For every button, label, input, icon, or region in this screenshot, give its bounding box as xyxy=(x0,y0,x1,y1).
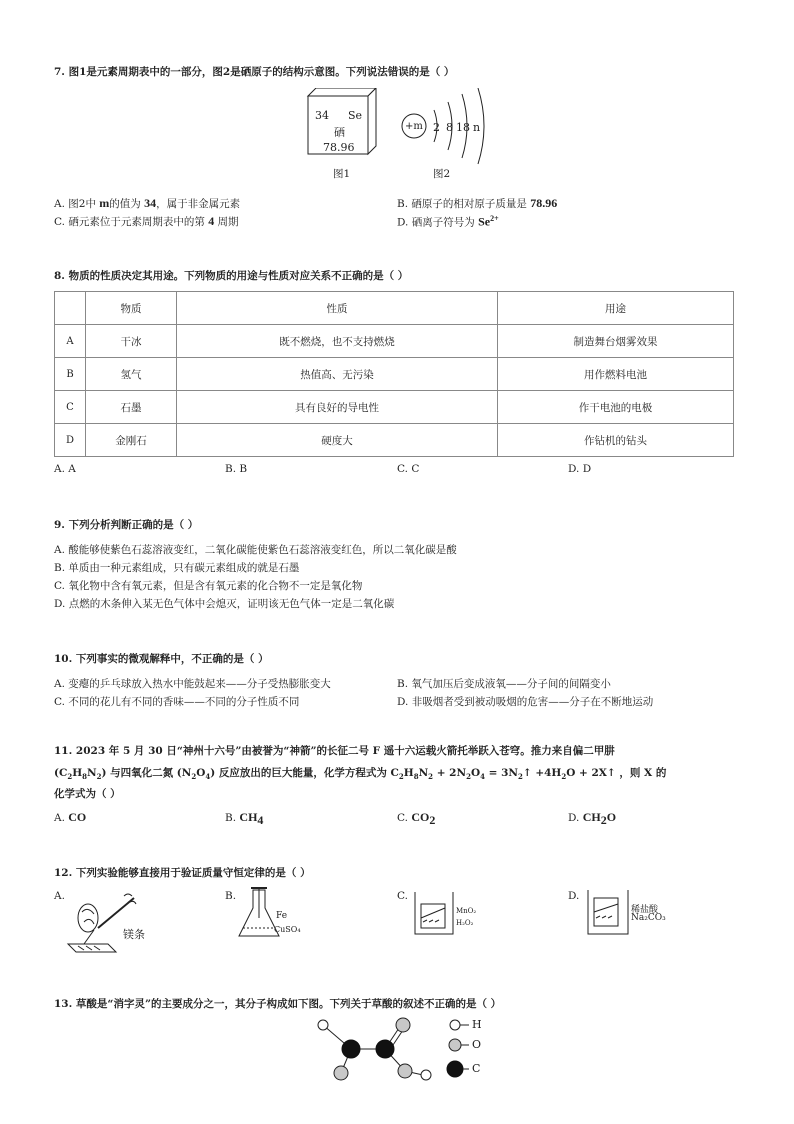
q13-stem: 13. 草酸是“消字灵”的主要成分之一，其分子构成如下图。下列关于草酸的叙述不正确的是（ ） xyxy=(54,998,502,1010)
q12-option-c-label[interactable]: C. xyxy=(397,890,408,902)
q12-stem: 12. 下列实验能够直接用于验证质量守恒定律的是（ ） xyxy=(54,867,311,879)
legend-hydrogen-icon xyxy=(450,1020,460,1030)
mno2-label: MnO₂ xyxy=(456,907,477,915)
q7-option-c[interactable]: C. 硒元素位于元素周期表中的第 4 周期 xyxy=(54,214,239,228)
q7-stem: 7. 图1是元素周期表中的一部分，图2是硒原子的结构示意图。下列说法错误的是（ ） xyxy=(54,66,455,78)
q9-option-c[interactable]: C. 氧化物中含有氧元素，但是含有氧元素的化合物不一定是氧化物 xyxy=(54,580,363,592)
header-cell: 用途 xyxy=(498,292,734,325)
q9-option-d[interactable]: D. 点燃的木条伸入某无色气体中会熄灭，证明该无色气体一定是二氧化碳 xyxy=(54,598,395,610)
q8-option-a[interactable]: A. A xyxy=(54,463,76,475)
q10-option-d[interactable]: D. 非吸烟者受到被动吸烟的危害——分子在不断地运动 xyxy=(397,696,654,708)
q10-option-c[interactable]: C. 不同的花儿有不同的香味——不同的分子性质不同 xyxy=(54,696,300,708)
beaker-acid-icon xyxy=(586,886,632,938)
fe-label: Fe xyxy=(276,911,288,921)
hydrogen-atom xyxy=(318,1020,328,1030)
table-row xyxy=(55,424,734,457)
q10-stem: 10. 下列事实的微观解释中，不正确的是（ ） xyxy=(54,653,269,665)
table-row xyxy=(55,358,734,391)
table-cell: 作干电池的电极 xyxy=(498,391,734,424)
legend-carbon-icon xyxy=(447,1061,463,1077)
q9-option-b[interactable]: B. 单质由一种元素组成，只有碳元素组成的就是石墨 xyxy=(54,562,300,574)
q7-figures xyxy=(300,88,500,183)
magnesium-burning-icon xyxy=(64,888,174,958)
q11-line1: 11. 2023 年 5 月 30 日“神州十六号”由被誉为“神箭”的长征二号 F 遥十六运载火箭托举跃入苍穹。推力来自偏二甲肼 xyxy=(54,745,615,757)
table-cell: 干冰 xyxy=(86,325,177,358)
element-number: 34 xyxy=(315,109,329,122)
shell-2: 8 xyxy=(446,121,453,134)
q12-option-b-label[interactable]: B. xyxy=(225,890,237,902)
carbon-atom xyxy=(342,1040,360,1058)
shell-1: 2 xyxy=(433,121,440,134)
header-cell: 性质 xyxy=(177,292,498,325)
q10-option-b[interactable]: B. 氧气加压后变成液氧——分子间的间隔变小 xyxy=(397,678,611,690)
na2co3-label: Na₂CO₃ xyxy=(631,913,666,923)
table-row xyxy=(55,325,734,358)
oxygen-atom xyxy=(334,1066,348,1080)
q11-option-a[interactable]: A. CO xyxy=(54,810,87,824)
legend-oxygen-icon xyxy=(449,1039,461,1051)
hydrochloric-acid-label: 稀盐酸 xyxy=(631,905,659,915)
legend-o-label: O xyxy=(472,1038,482,1051)
carbon-atom xyxy=(376,1040,394,1058)
q9-option-a[interactable]: A. 酸能够使紫色石蕊溶液变红，二氧化碳能使紫色石蕊溶液变红色，所以二氧化碳是酸 xyxy=(54,544,457,556)
table-cell: 既不燃烧，也不支持燃烧 xyxy=(177,325,498,358)
table-cell: 制造舞台烟雾效果 xyxy=(498,325,734,358)
table-cell: B xyxy=(55,358,86,391)
element-mass: 78.96 xyxy=(323,141,355,154)
q11-line2: $(C_2H_8N_2)$ 与四氧化二氮 $(N_2O_4)$ 反应放出的巨大能量，化学方程式为 $C_2H_8N_2 + 2N_2O_4$ = $3N_2↑ +4H_2O$ + 2X↑ ，则 X 的 xyxy=(54,767,667,782)
q11-option-c[interactable]: C. $CO_2$ xyxy=(397,810,436,828)
element-name: 硒 xyxy=(334,126,345,139)
q12-option-a-label[interactable]: A. xyxy=(54,890,65,902)
q10-option-a[interactable]: A. 变瘪的乒乓球放入热水中能鼓起来——分子受热膨胀变大 xyxy=(54,678,331,690)
shell-3: 18 xyxy=(456,121,470,134)
legend-h-label: H xyxy=(472,1018,482,1031)
cuso4-label: CuSO₄ xyxy=(274,925,301,934)
q7-option-d[interactable]: D. 硒离子符号为 $Se^{2+}$ xyxy=(397,214,499,229)
oxygen-atom xyxy=(396,1018,410,1032)
fig2-caption: 图2 xyxy=(433,168,451,180)
q9-stem: 9. 下列分析判断正确的是（ ） xyxy=(54,519,199,531)
h2o2-label: H₂O₂ xyxy=(456,919,474,927)
table-cell: 石墨 xyxy=(86,391,177,424)
q8-option-c[interactable]: C. C xyxy=(397,463,420,475)
q11-option-d[interactable]: D. $CH_2O$ xyxy=(568,810,617,828)
fig1-caption: 图1 xyxy=(333,168,351,180)
header-cell: 物质 xyxy=(86,292,177,325)
table-cell: 热值高、无污染 xyxy=(177,358,498,391)
table-cell: C xyxy=(55,391,86,424)
table-cell: 氢气 xyxy=(86,358,177,391)
q8-stem: 8. 物质的性质决定其用途。下列物质的用途与性质对应关系不正确的是（ ） xyxy=(54,270,409,282)
beaker-icon xyxy=(413,888,455,938)
shell-4: n xyxy=(473,121,481,134)
legend-c-label: C xyxy=(472,1062,481,1075)
properties-table xyxy=(54,291,734,457)
table-cell: A xyxy=(55,325,86,358)
q11-line3: 化学式为（ ） xyxy=(54,788,121,800)
table-cell: D xyxy=(55,424,86,457)
q7-option-a[interactable]: A. 图2中 m的值为 34，属于非金属元素 xyxy=(54,196,241,210)
table-row xyxy=(55,391,734,424)
header-cell xyxy=(55,292,86,325)
oxygen-atom xyxy=(398,1064,412,1078)
table-cell: 用作燃料电池 xyxy=(498,358,734,391)
q7-option-b[interactable]: B. 硒原子的相对原子质量是 78.96 xyxy=(397,196,558,210)
magnesium-label: 镁条 xyxy=(123,928,145,941)
table-cell: 作钻机的钻头 xyxy=(498,424,734,457)
table-cell: 金刚石 xyxy=(86,424,177,457)
q12-option-d-label[interactable]: D. xyxy=(568,890,580,902)
table-cell: 具有良好的导电性 xyxy=(177,391,498,424)
table-cell: 硬度大 xyxy=(177,424,498,457)
q8-option-d[interactable]: D. D xyxy=(568,463,592,475)
q8-option-b[interactable]: B. B xyxy=(225,463,248,475)
element-symbol: Se xyxy=(348,109,363,122)
hydrogen-atom xyxy=(421,1070,431,1080)
table-header-row xyxy=(55,292,734,325)
nucleus-label: +m xyxy=(405,121,423,132)
q11-option-b[interactable]: B. $CH_4$ xyxy=(225,810,264,828)
